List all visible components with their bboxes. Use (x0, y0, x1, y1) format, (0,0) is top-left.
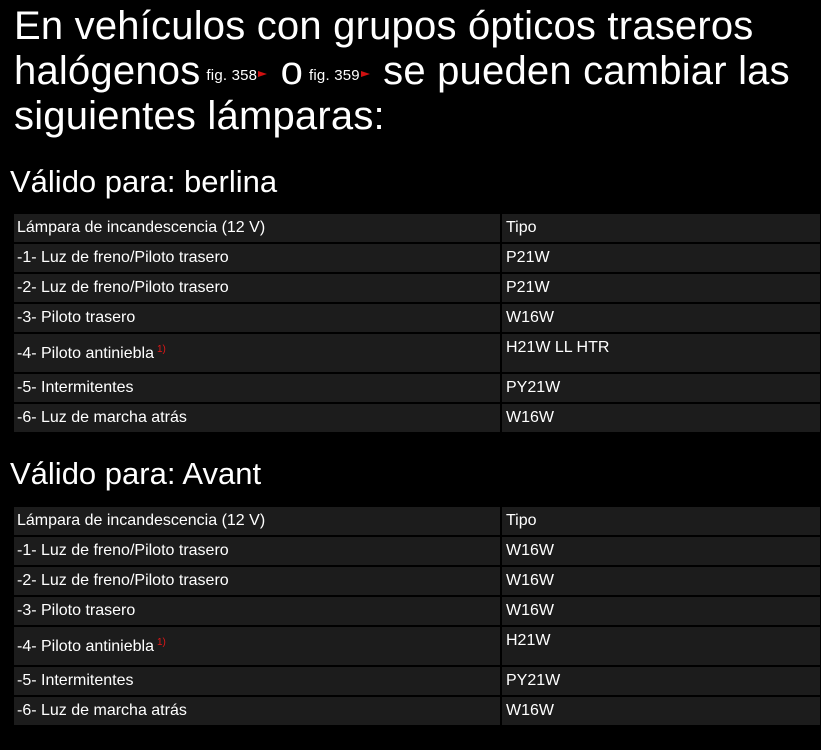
lamp-cell: -5- Intermitentes (14, 373, 501, 403)
table-row (14, 696, 821, 726)
type-cell: W16W (501, 536, 821, 566)
table-row (14, 626, 821, 666)
column-header-lamp: Lámpara de incandescencia (12 V) (14, 214, 501, 243)
lamp-cell: -5- Intermitentes (14, 666, 501, 696)
table-row (14, 536, 821, 566)
heading-text-2: se pueden cambiar las siguientes lámparas: (14, 49, 790, 138)
table-row (14, 273, 821, 303)
column-header-type: Tipo (501, 214, 821, 243)
figure-link-359-label[interactable]: fig. 359 (309, 67, 360, 84)
lamp-label: -4- Piloto antiniebla (17, 344, 154, 362)
heading-conjunction: o (280, 49, 304, 93)
arrow-right-icon (258, 71, 267, 77)
section-title-berlina: Válido para: berlina (10, 164, 278, 199)
table-row (14, 243, 821, 273)
table-row (14, 373, 821, 403)
lamp-cell: -1- Luz de freno/Piloto trasero (14, 536, 501, 566)
table-row (14, 403, 821, 433)
lamp-table-avant (14, 507, 821, 727)
table-row (14, 333, 821, 373)
type-cell: H21W (501, 626, 821, 666)
lamp-cell: -6- Luz de marcha atrás (14, 696, 501, 726)
table-row (14, 303, 821, 333)
footnote-link[interactable]: 1) (156, 343, 166, 355)
heading-text-1: En vehículos con grupos ópticos traseros halógenos (14, 4, 754, 93)
table-row (14, 596, 821, 626)
type-cell: PY21W (501, 666, 821, 696)
lamp-label: -4- Piloto antiniebla (17, 637, 154, 655)
lamp-cell: -3- Piloto trasero (14, 303, 501, 333)
lamp-cell: -3- Piloto trasero (14, 596, 501, 626)
type-cell: W16W (501, 596, 821, 626)
type-cell: W16W (501, 403, 821, 433)
section-title-avant: Válido para: Avant (10, 456, 262, 491)
type-cell: H21W LL HTR (501, 333, 821, 373)
footnote-link[interactable]: 1) (156, 636, 166, 648)
lamp-cell: -6- Luz de marcha atrás (14, 403, 501, 433)
lamp-table-berlina (14, 214, 821, 434)
lamp-cell: -2- Luz de freno/Piloto trasero (14, 566, 501, 596)
lamp-cell: -2- Luz de freno/Piloto trasero (14, 273, 501, 303)
table-row (14, 666, 821, 696)
type-cell: P21W (501, 243, 821, 273)
figure-link-359[interactable] (309, 67, 372, 84)
page-heading (14, 4, 814, 139)
lamp-cell (14, 333, 501, 373)
type-cell: W16W (501, 566, 821, 596)
figure-link-358[interactable] (206, 67, 269, 84)
table-header-row (14, 214, 821, 243)
type-cell: W16W (501, 303, 821, 333)
type-cell: W16W (501, 696, 821, 726)
type-cell: P21W (501, 273, 821, 303)
table-row (14, 566, 821, 596)
arrow-right-icon (361, 71, 370, 77)
lamp-cell: -1- Luz de freno/Piloto trasero (14, 243, 501, 273)
column-header-lamp: Lámpara de incandescencia (12 V) (14, 507, 501, 536)
table-header-row (14, 507, 821, 536)
column-header-type: Tipo (501, 507, 821, 536)
figure-link-358-label[interactable]: fig. 358 (206, 67, 258, 84)
lamp-cell (14, 626, 501, 666)
type-cell: PY21W (501, 373, 821, 403)
